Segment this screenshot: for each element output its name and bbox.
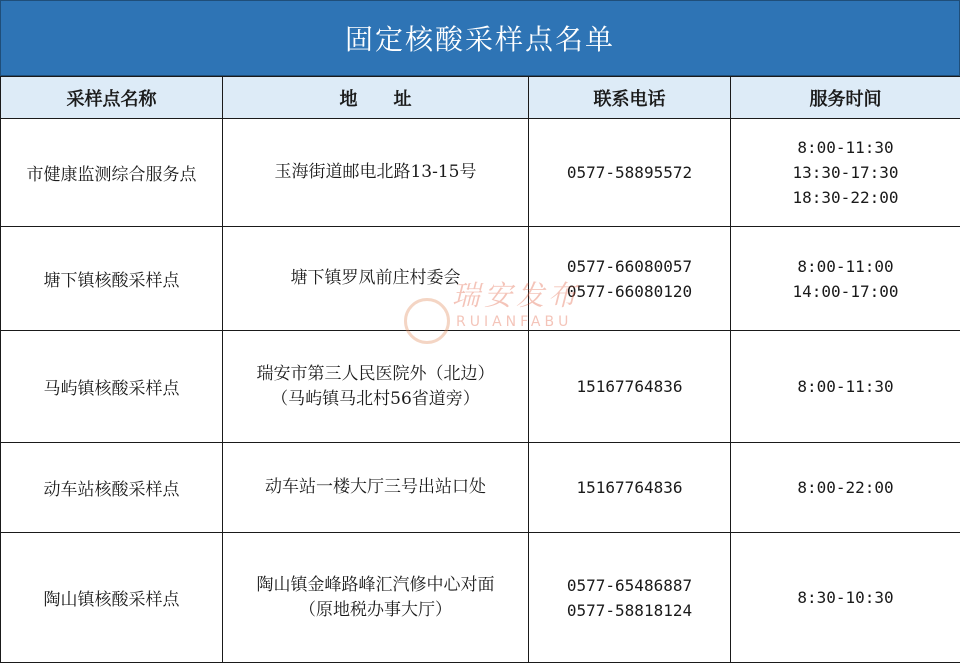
phone-number: 0577-66080120 <box>533 279 726 304</box>
site-phone <box>529 119 731 227</box>
site-name: 动车站核酸采样点 <box>1 443 223 533</box>
site-name: 市健康监测综合服务点 <box>1 119 223 227</box>
time-slot: 8:00-22:00 <box>735 475 956 500</box>
phone-number: 0577-66080057 <box>533 254 726 279</box>
address-line: 塘下镇罗凤前庄村委会 <box>227 266 524 291</box>
table-row <box>1 119 960 227</box>
watermark-text: 瑞安发布 <box>452 274 580 314</box>
phone-number: 15167764836 <box>533 374 726 399</box>
address-line: （马屿镇马北村56省道旁） <box>227 387 524 412</box>
phone-number: 0577-58818124 <box>533 598 726 623</box>
table-header-row <box>1 77 960 119</box>
site-name: 马屿镇核酸采样点 <box>1 331 223 443</box>
column-header-phone: 联系电话 <box>529 77 731 119</box>
address-line: （原地税办事大厅） <box>227 598 524 623</box>
time-slot: 14:00-17:00 <box>735 279 956 304</box>
service-time <box>731 227 960 331</box>
address-line: 陶山镇金峰路峰汇汽修中心对面 <box>227 573 524 598</box>
table-row <box>1 533 960 663</box>
address-line: 动车站一楼大厅三号出站口处 <box>227 475 524 500</box>
address-line: 玉海街道邮电北路13-15号 <box>227 160 524 185</box>
table-row <box>1 331 960 443</box>
site-phone <box>529 227 731 331</box>
site-address <box>223 119 529 227</box>
time-slot: 8:00-11:30 <box>735 135 956 160</box>
site-name: 塘下镇核酸采样点 <box>1 227 223 331</box>
site-address <box>223 331 529 443</box>
time-slot: 8:30-10:30 <box>735 585 956 610</box>
site-phone <box>529 443 731 533</box>
sampling-sites-table <box>0 76 960 663</box>
site-name: 陶山镇核酸采样点 <box>1 533 223 663</box>
time-slot: 18:30-22:00 <box>735 185 956 210</box>
site-phone <box>529 331 731 443</box>
phone-number: 0577-65486887 <box>533 573 726 598</box>
site-address <box>223 443 529 533</box>
phone-number: 0577-58895572 <box>533 160 726 185</box>
column-header-time: 服务时间 <box>731 77 960 119</box>
table-row <box>1 443 960 533</box>
column-header-address: 地 址 <box>223 77 529 119</box>
address-line: 瑞安市第三人民医院外（北边） <box>227 362 524 387</box>
site-phone <box>529 533 731 663</box>
time-slot: 8:00-11:30 <box>735 374 956 399</box>
time-slot: 8:00-11:00 <box>735 254 956 279</box>
site-address <box>223 533 529 663</box>
page-title: 固定核酸采样点名单 <box>0 0 960 76</box>
table-row <box>1 227 960 331</box>
column-header-name: 采样点名称 <box>1 77 223 119</box>
watermark-latin-text: RUIANFABU <box>456 314 572 330</box>
phone-number: 15167764836 <box>533 475 726 500</box>
time-slot: 13:30-17:30 <box>735 160 956 185</box>
service-time <box>731 119 960 227</box>
service-time <box>731 443 960 533</box>
site-address <box>223 227 529 331</box>
service-time <box>731 331 960 443</box>
service-time <box>731 533 960 663</box>
